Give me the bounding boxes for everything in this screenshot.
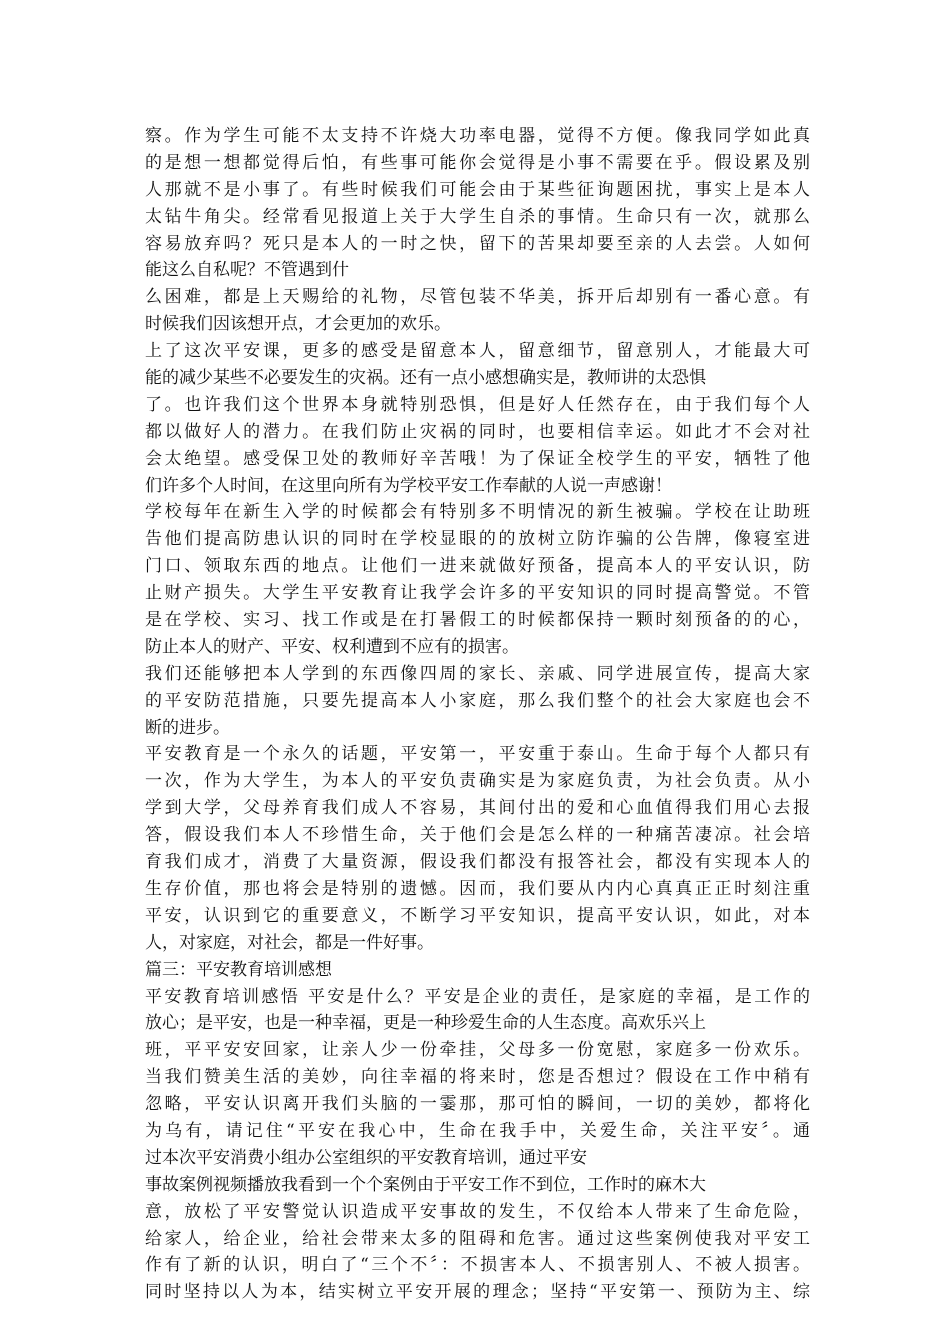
text-line: 答，假设我们本人不珍惜生命，关于他们会是怎么样的一种痛苦凄凉。社会培 xyxy=(145,825,810,846)
text-line: 同时坚持以人为本，结实树立平安开展的理念；坚持“平安第一、预防为主、综 xyxy=(145,1282,810,1303)
text-line: 当我们赞美生活的美妙，向往幸福的将来时，您是否想过？假设在工作中稍有 xyxy=(145,1067,810,1088)
text-line: 放心；是平安，也是一种幸福，更是一种珍爱生命的人生态度。高欢乐兴上 xyxy=(145,1013,706,1034)
text-line: 能这么自私呢？不管遇到什 xyxy=(145,260,349,281)
text-line: 的平安防范措施，只要先提高本人小家庭，那么我们整个的社会大家庭也会不 xyxy=(145,690,810,711)
text-line: 断的进步。 xyxy=(145,717,230,738)
text-line: 篇三：平安教育培训感想 xyxy=(145,959,332,980)
text-line: 是在学校、实习、找工作或是在打暑假工的时候都保持一颗时刻预备的的心， xyxy=(145,610,810,631)
text-line: 上了这次平安课，更多的感受是留意本人，留意细节，留意别人，才能最大可 xyxy=(145,341,810,362)
text-line: 防止本人的财产、平安、权利遭到不应有的损害。 xyxy=(145,636,519,657)
text-line: 生存价值，那也将会是特别的遗憾。因而，我们要从内内心真真正正时刻注重 xyxy=(145,878,810,899)
document-body xyxy=(145,123,810,1306)
text-line: 一次，作为大学生，为本人的平安负责确实是为家庭负责，为社会负责。从小 xyxy=(145,771,810,792)
text-line: 作有了新的认识，明白了“三个不〞：不损害本人、不损害别人、不被人损害。 xyxy=(145,1255,810,1276)
text-line: 给家人，给企业，给社会带来太多的阻碍和危害。通过这些案例使我对平安工 xyxy=(145,1228,810,1249)
text-line: 平安教育是一个永久的话题，平安第一，平安重于泰山。生命于每个人都只有 xyxy=(145,744,810,765)
text-line: 意，放松了平安警觉认识造成平安事故的发生，不仅给本人带来了生命危险， xyxy=(145,1201,810,1222)
text-line: 能的减少某些不必要发生的灾祸。还有一点小感想确实是，教师讲的太恐惧 xyxy=(145,368,706,389)
text-line: 告他们提高防患认识的同时在学校显眼的的放树立防诈骗的公告牌，像寝室进 xyxy=(145,529,810,550)
text-line: 育我们成才，消费了大量资源，假设我们都没有报答社会，都没有实现本人的 xyxy=(145,852,810,873)
text-line: 会太绝望。感受保卫处的教师好辛苦哦！为了保证全校学生的平安，牺牲了他 xyxy=(145,448,810,469)
text-line: 忽略，平安认识离开我们头脑的一霎那，那可怕的瞬间，一切的美妙，都将化 xyxy=(145,1094,810,1115)
text-line: 人，对家庭，对社会，都是一件好事。 xyxy=(145,932,434,953)
text-line: 察。作为学生可能不太支持不许烧大功率电器，觉得不方便。像我同学如此真 xyxy=(145,126,810,146)
text-line: 的是想一想都觉得后怕，有些事可能你会觉得是小事不需要在乎。假设累及别 xyxy=(145,152,810,173)
text-line: 为乌有，请记住“平安在我心中，生命在我手中，关爱生命，关注平安〞。通 xyxy=(145,1120,810,1141)
text-line: 门口、领取东西的地点。让他们一进来就做好预备，提高本人的平安认识，防 xyxy=(145,556,810,577)
text-line: 都以做好人的潜力。在我们防止灾祸的同时，也要相信幸运。如此才不会对社 xyxy=(145,421,810,442)
text-line: 止财产损失。大学生平安教育让我学会许多的平安知识的同时提高警觉。不管 xyxy=(145,583,810,604)
text-line: 我们还能够把本人学到的东西像四周的家长、亲戚、同学进展宣传，提高大家 xyxy=(145,663,810,684)
text-line: 了。也许我们这个世界本身就特别恐惧，但是好人任然存在，由于我们每个人 xyxy=(145,394,810,415)
text-line: 事故案例视频播放我看到一个个案例由于平安工作不到位，工作时的麻木大 xyxy=(145,1174,706,1195)
text-line: 容易放弃吗？死只是本人的一时之快，留下的苦果却要至亲的人去尝。人如何 xyxy=(145,233,810,254)
text-line: 班，平平安安回家，让亲人少一份牵挂，父母多一份宽慰，家庭多一份欢乐。 xyxy=(145,1040,810,1061)
text-line: 么困难，都是上天赐给的礼物，尽管包装不华美，拆开后却别有一番心意。有 xyxy=(145,287,810,308)
text-line: 平安教育培训感悟 平安是什么？平安是企业的责任，是家庭的幸福，是工作的 xyxy=(145,986,810,1007)
text-line: 太钻牛角尖。经常看见报道上关于大学生自杀的事情。生命只有一次，就那么 xyxy=(145,206,810,227)
text-line: 学校每年在新生入学的时候都会有特别多不明情况的新生被骗。学校在让助班 xyxy=(145,502,810,523)
text-line: 们许多个人时间，在这里向所有为学校平安工作奉献的人说一声感谢！ xyxy=(145,475,672,496)
text-line: 学到大学，父母养育我们成人不容易，其间付出的爱和心血值得我们用心去报 xyxy=(145,798,810,819)
text-line: 人那就不是小事了。有些时候我们可能会由于某些征询题困扰，事实上是本人 xyxy=(145,179,810,200)
text-line: 过本次平安消费小组办公室组织的平安教育培训，通过平安 xyxy=(145,1147,587,1168)
text-line: 平安，认识到它的重要意义，不断学习平安知识，提高平安认识，如此，对本 xyxy=(145,905,810,926)
text-line: 时候我们因该想开点，才会更加的欢乐。 xyxy=(145,314,451,335)
